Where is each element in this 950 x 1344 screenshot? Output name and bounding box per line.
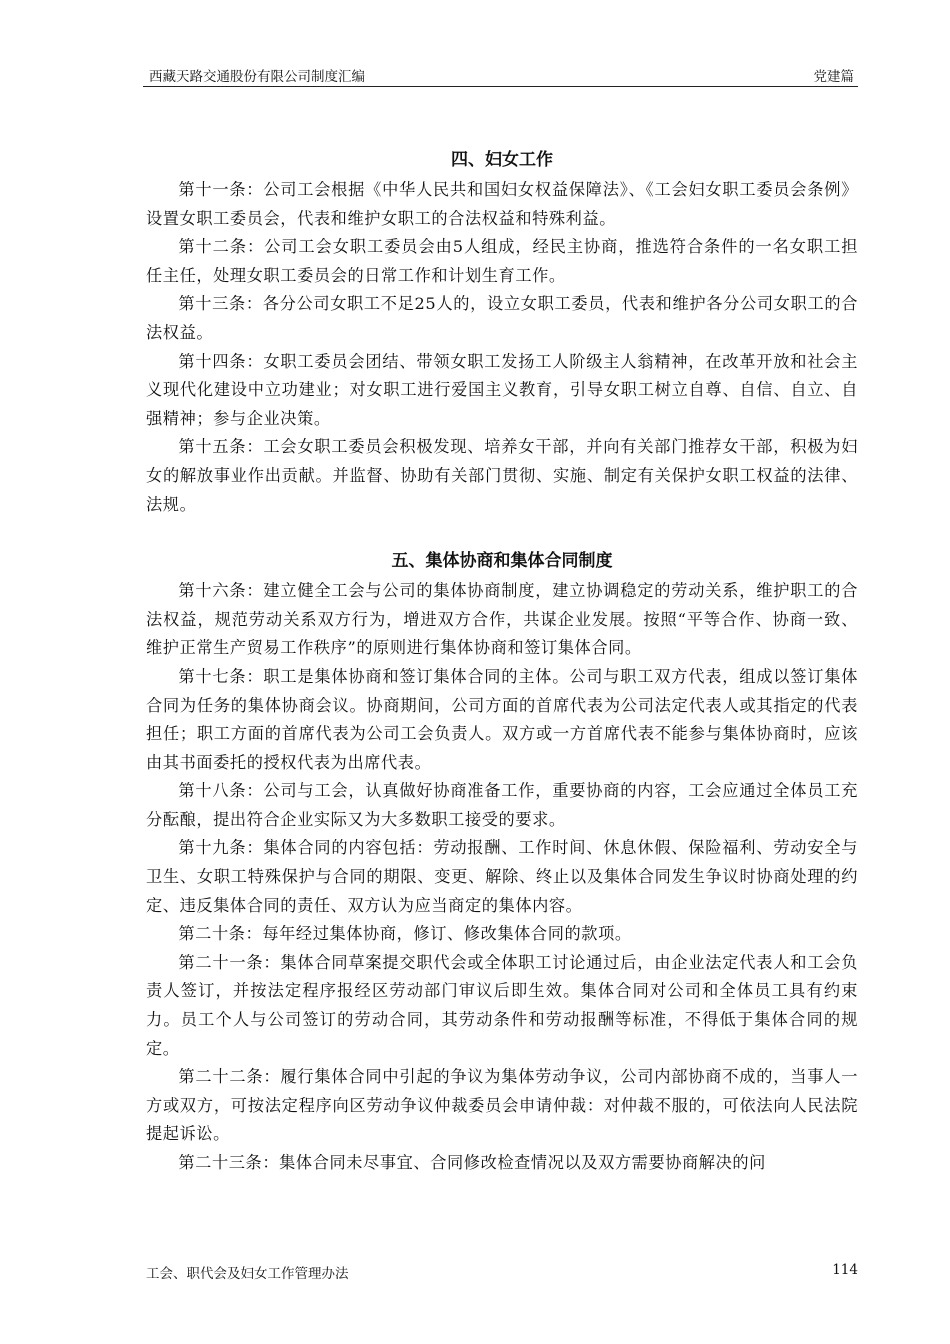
document-body [146, 144, 858, 1178]
header-section-name: 党建篇 [813, 69, 854, 85]
section-title-womens-work: 四、妇女工作 [451, 150, 553, 170]
article-19: 第十九条：集体合同的内容包括：劳动报酬、工作时间、休息休假、保险福利、劳动安全与卫生、女职工特殊保护与合同的期限、变更、解除、终止以及集体合同发生争议时协商处理的约定、违反集体合同的责任、双方认为应当商定的集体内容。 [146, 838, 858, 915]
article-17: 第十七条：职工是集体协商和签订集体合同的主体。公司与职工双方代表，组成以签订集体合同为任务的集体协商会议。协商期间，公司方面的首席代表为公司法定代表人或其指定的代表担任；职工方面的首席代表为公司工会负责人。双方或一方首席代表不能参与集体协商时，应该由其书面委托的授权代表为出席代表。 [146, 666, 858, 772]
article-18: 第十八条：公司与工会，认真做好协商准备工作，重要协商的内容，工会应通过全体员工充分酝酿，提出符合企业实际又为大多数职工接受的要求。 [146, 781, 858, 829]
article-23: 第二十三条：集体合同未尽事宜、合同修改检查情况以及双方需要协商解决的问 [178, 1153, 766, 1172]
article-11: 第十一条：公司工会根据《中华人民共和国妇女权益保障法》、《工会妇女职工委员会条例》设置女职工委员会，代表和维护女职工的合法权益和特殊利益。 [146, 180, 858, 228]
article-13: 第十三条：各分公司女职工不足25人的，设立女职工委员，代表和维护各分公司女职工的合法权益。 [146, 294, 858, 342]
article-15: 第十五条：工会女职工委员会积极发现、培养女干部，并向有关部门推荐女干部，积极为妇女的解放事业作出贡献。并监督、协助有关部门贯彻、实施、制定有关保护女职工权益的法律、法规。 [146, 437, 858, 514]
section-title-collective-contract: 五、集体协商和集体合同制度 [391, 551, 613, 572]
footer-document-title: 工会、职代会及妇女工作管理办法 [146, 1266, 349, 1282]
article-12: 第十二条：公司工会女职工委员会由5人组成，经民主协商，推选符合条件的一名女职工担任主任，处理女职工委员会的日常工作和计划生育工作。 [146, 237, 858, 285]
article-20: 第二十条：每年经过集体协商，修订、修改集体合同的款项。 [178, 924, 632, 944]
page-header [143, 60, 858, 87]
article-14: 第十四条：女职工委员会团结、带领女职工发扬工人阶级主人翁精神，在改革开放和社会主义现代化建设中立功建业；对女职工进行爱国主义教育，引导女职工树立自尊、自信、自立、自强精神；参与企业决策。 [146, 351, 858, 428]
article-22: 第二十二条：履行集体合同中引起的争议为集体劳动争议，公司内部协商不成的，当事人一方或双方，可按法定程序向区劳动争议仲裁委员会申请仲裁：对仲裁不服的，可依法向人民法院提起诉讼。 [146, 1067, 858, 1144]
article-21: 第二十一条：集体合同草案提交职代会或全体职工讨论通过后，由企业法定代表人和工会负责人签订，并按法定程序报经区劳动部门审议后即生效。集体合同对公司和全体员工具有约束力。员工个人与公司签订的劳动合同，其劳动条件和劳动报酬等标准，不得低于集体合同的规定。 [146, 952, 858, 1058]
page-number: 114 [832, 1262, 858, 1278]
article-16: 第十六条：建立健全工会与公司的集体协商制度，建立协调稳定的劳动关系，维护职工的合法权益，规范劳动关系双方行为，增进双方合作，共谋企业发展。按照“平等合作、协商一致、维护正常生产贸易工作秩序”的原则进行集体协商和签订集体合同。 [146, 581, 858, 658]
header-document-title: 西藏天路交通股份有限公司制度汇编 [149, 69, 365, 85]
